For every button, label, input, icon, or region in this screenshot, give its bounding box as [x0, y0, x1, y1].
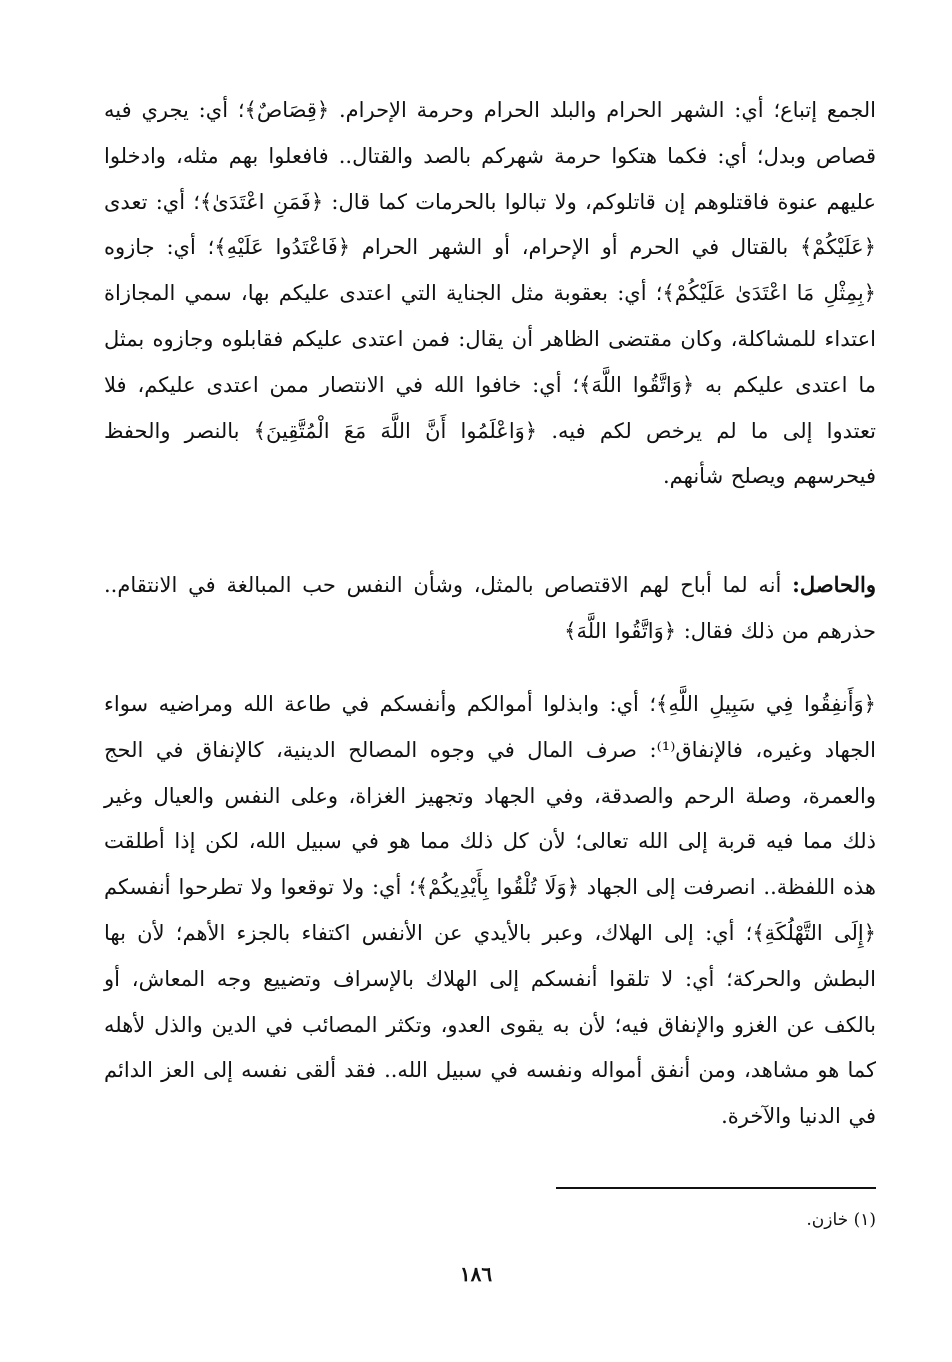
paragraph-2-lead: والحاصل: [792, 572, 876, 597]
footnote: (١) خازن. [806, 1210, 876, 1230]
paragraph-3 [104, 682, 876, 1140]
paragraph-1 [104, 88, 876, 500]
paragraph-1-text: الجمع إتباع؛ أي: الشهر الحرام والبلد الحرام وحرمة الإحرام. ﴿قِصَاصٌ﴾؛ أي: يجري فيه قصاص وبدل؛ أي: فكما هتكوا حرمة شهركم بالصد والقتال.. فافعلوا بهم مثله، وادخلوا عليهم عنوة فاقتلوهم إن قاتلوكم، ولا تبالوا بالحرمات كما قال: ﴿فَمَنِ اعْتَدَىٰ﴾؛ أي: تعدى ﴿عَلَيْكُمْ﴾ بالقتال في الحرم أو الإحرام، أو الشهر الحرام ﴿فَاعْتَدُوا عَلَيْهِ﴾؛ أي: جازوه ﴿بِمِثْلِ مَا اعْتَدَىٰ عَلَيْكُمْ﴾؛ أي: بعقوبة مثل الجناية التي اعتدى عليكم بها، سمي المجازاة اعتداء للمشاكلة، وكان مقتضى الظاهر أن يقال: فمن اعتدى عليكم فقابلوه وجازوه بمثل ما اعتدى عليكم به ﴿وَاتَّقُوا اللَّهَ﴾؛ أي: خافوا الله في الانتصار ممن اعتدى عليكم، فلا تعتدوا إلى ما لم يرخص لكم فيه. ﴿وَاعْلَمُوا أَنَّ اللَّهَ مَعَ الْمُتَّقِينَ﴾ بالنصر والحفظ فيحرسهم ويصلح شأنهم. [104, 98, 876, 489]
paragraph-2-body: أنه لما أباح لهم الاقتصاص بالمثل، وشأن النفس حب المبالغة في الانتقام.. حذرهم من ذلك فقال: ﴿وَاتَّقُوا اللَّهَ﴾ [104, 573, 876, 643]
paragraph-2 [104, 562, 876, 655]
paragraph-3-text: ﴿وَأَنفِقُوا فِي سَبِيلِ اللَّهِ﴾؛ أي: وابذلوا أموالكم وأنفسكم في طاعة الله ومراضيه سواء الجهاد وغيره، فالإنفاق⁽¹⁾: صرف المال في وجوه المصالح الدينية، كالإنفاق في الحج والعمرة، وصلة الرحم والصدقة، وفي الجهاد وتجهيز الغزاة، وعلى النفس والعيال وغير ذلك مما فيه قربة إلى الله تعالى؛ لأن كل ذلك مما هو في سبيل الله، لكن إذا أطلقت هذه اللفظة.. انصرفت إلى الجهاد ﴿وَلَا تُلْقُوا بِأَيْدِيكُمْ﴾؛ أي: ولا توقعوا ولا تطرحوا أنفسكم ﴿إِلَى التَّهْلُكَةِ﴾؛ أي: إلى الهلاك، وعبر بالأيدي عن الأنفس اكتفاء بالجزء الأهم؛ لأن بها البطش والحركة؛ أي: لا تلقوا أنفسكم إلى الهلاك بالإسراف وتضييع وجه المعاش، أو بالكف عن الغزو والإنفاق فيه؛ لأن به يقوى العدو، وتكثر المصائب في الدين والذل لأهله كما هو مشاهد، ومن أنفق أمواله ونفسه في سبيل الله.. فقد ألقى نفسه إلى العز الدائم في الدنيا والآخرة. [104, 692, 876, 1129]
footnote-divider [556, 1187, 876, 1189]
paragraph-2-text [104, 562, 876, 655]
page-number: ١٨٦ [459, 1262, 493, 1286]
